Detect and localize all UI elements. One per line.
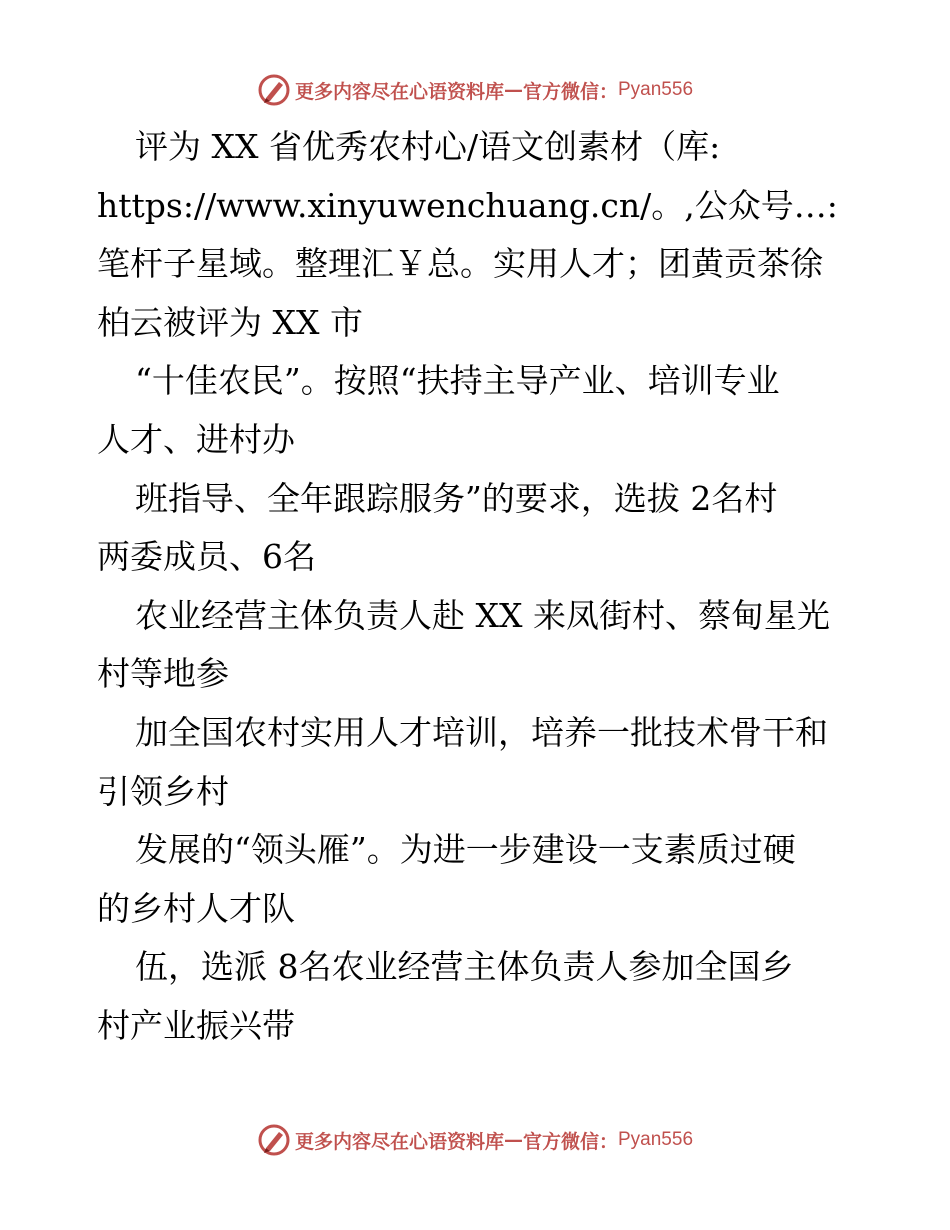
body-line: 评为 XX 省优秀农村心/语文创素材（库: <box>135 127 721 166</box>
body-line: 的乡村人才队 <box>97 888 295 928</box>
body-line: 两委成员、6名 <box>97 537 316 577</box>
footer-banner <box>0 1120 950 1160</box>
header-dash: — <box>503 79 523 101</box>
header-wechat-id: Pyan556 <box>618 79 694 100</box>
body-line: “十佳农民”。按照“扶持主导产业、培训专业 <box>135 361 780 401</box>
body-line: 伍，选派 8名农业经营主体负责人参加全国乡 <box>135 947 794 987</box>
header-text: 更多内容尽在心语资料库 <box>294 80 504 103</box>
footer-dash: — <box>503 1129 523 1151</box>
body-line: 引领乡村 <box>97 771 229 811</box>
body-line: 笔杆子星域。整理汇￥总。实用人才；团黄贡茶徐 <box>97 244 823 284</box>
body-line: 发展的“领头雁”。为进一步建设一支素质过硬 <box>135 830 796 870</box>
document-body <box>97 118 867 1056</box>
header-banner <box>0 70 950 110</box>
pen-logo-icon <box>257 1123 291 1157</box>
footer-text: 更多内容尽在心语资料库 <box>294 1130 504 1153</box>
footer-wechat-id: Pyan556 <box>618 1129 694 1150</box>
body-line: 村产业振兴带 <box>97 1005 295 1045</box>
body-line: 村等地参 <box>97 654 229 694</box>
body-line: 农业经营主体负责人赴 XX 来凤街村、蔡甸星光 <box>135 595 830 635</box>
body-line: 班指导、全年跟踪服务”的要求，选拔 2名村 <box>135 478 778 518</box>
pen-logo-icon <box>257 73 291 107</box>
body-line: 柏云被评为 XX 市 <box>97 302 363 342</box>
body-line: https://www.xinyuwenchuang.cn/。,公众号…: <box>97 185 838 225</box>
body-line: 加全国农村实用人才培训，培养一批技术骨干和 <box>135 712 828 752</box>
body-line: 人才、进村办 <box>97 419 295 459</box>
footer-wechat-label: 官方微信： <box>522 1130 618 1153</box>
header-wechat-label: 官方微信： <box>522 80 618 103</box>
